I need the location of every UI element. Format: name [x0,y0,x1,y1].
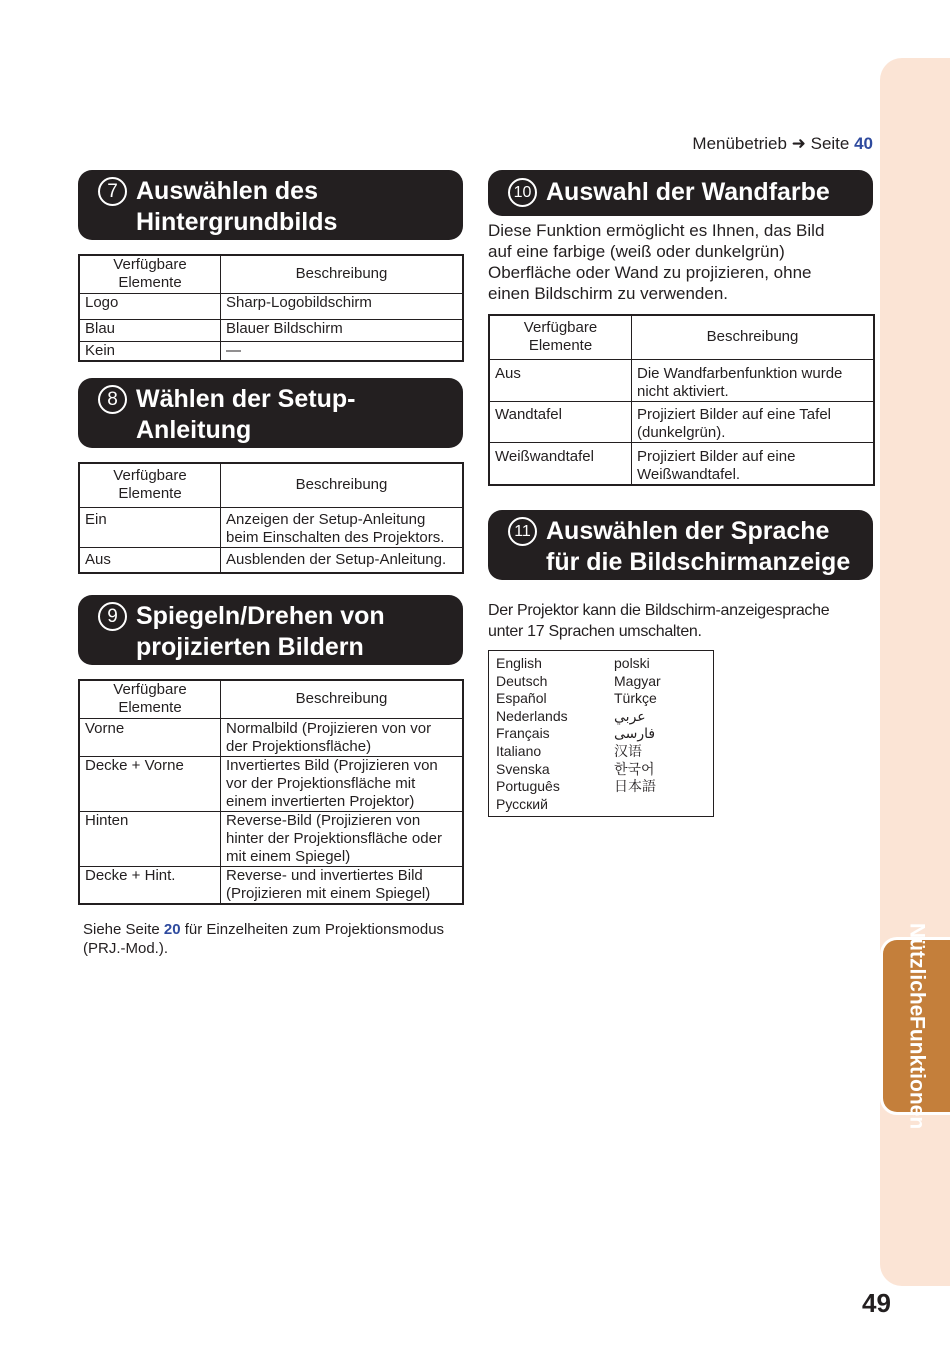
table-row: Logo Sharp-Logobildschirm [79,293,463,319]
section-number-badge: 9 [98,602,127,631]
section-9-note: Siehe Seite 20 für Einzelheiten zum Projektionsmodus (PRJ.-Mod.). [83,921,445,957]
col-header-items: Verfügbare Elemente [79,255,221,293]
col-header-items: Verfügbare Elemente [79,680,221,718]
section-9-header [78,595,463,665]
section-11-header [488,510,873,580]
col-header-items: Verfügbare Elemente [79,463,221,507]
section-title: Wählen der Setup- Anleitung [136,385,356,444]
language-item: Español [496,690,547,707]
section-number-badge: 10 [508,178,537,207]
table-row: Aus Ausblenden der Setup-Anleitung. [79,547,463,573]
language-column-2 [614,655,661,796]
table-row: Ein Anzeigen der Setup-Anleitung beim Einschalten des Projektors. [79,507,463,547]
page-number: 49 [862,1288,891,1318]
language-item: Русский [496,795,548,812]
section-number-badge: 8 [98,385,127,414]
section-7-header [78,170,463,240]
section-8-table [78,462,464,574]
language-item: Français [496,725,550,742]
section-title: Auswählen der Sprache für die Bildschirmanzeige [546,517,851,576]
section-11-intro: Der Projektor kann die Bildschirm-anzeigesprache unter 17 Sprachen umschalten. [488,602,830,640]
language-item: Deutsch [496,672,548,689]
language-item: Türkçe [614,690,657,707]
page-link[interactable]: 20 [163,921,181,938]
menu-ref-text: Menübetrieb ➜ Seite [692,134,855,153]
language-item: English [496,655,542,671]
table-row: Kein — [79,341,463,361]
col-header-desc: Beschreibung [221,463,464,507]
side-tab-nuetzliche-funktionen [883,922,950,1130]
language-item: Italiano [496,742,542,759]
col-header-desc: Beschreibung [221,680,464,718]
section-8-header [78,378,463,448]
table-row: Blau Blauer Bildschirm [79,319,463,341]
section-10-table [488,314,875,486]
menu-reference [692,134,873,154]
section-title: Auswählen des Hintergrundbilds [136,177,338,236]
language-item: polski [614,655,650,671]
section-title: Auswahl der Wandfarbe [546,178,830,206]
section-10-header [488,170,873,216]
table-row: Vorne Normalbild (Projizieren von vor der Projektionsfläche) [79,718,463,756]
section-10-intro: Diese Funktion ermöglicht es Ihnen, das Bild auf eine farbige (weiß oder dunkelgrün) Oberfläche oder Wand zu projizieren, ohne einen Bildschirm zu verwenden. [488,221,825,303]
section-7-table [78,254,464,362]
language-item: 日本語 [614,778,656,795]
language-column-1 [496,655,568,813]
col-header-desc: Beschreibung [221,255,464,293]
section-title: Spiegeln/Drehen von projizierten Bildern [136,602,385,661]
side-tab-line2: Funktionen [905,1016,929,1130]
language-item: 汉语 [614,742,642,759]
language-item: Svenska [496,760,550,777]
side-tab-line1: Nützliche [905,922,929,1017]
table-row: Weißwandtafel Projiziert Bilder auf eine Weißwandtafel. [489,442,874,485]
section-9-table [78,679,464,905]
language-item: Nederlands [496,707,568,724]
table-row: Wandtafel Projiziert Bilder auf eine Tafel (dunkelgrün). [489,401,874,442]
col-header-items: Verfügbare Elemente [489,315,632,359]
language-item: Português [496,778,560,795]
table-row: Decke + Vorne Invertiertes Bild (Projizieren von vor der Projektionsfläche mit einem invertierten Projektor) [79,756,463,811]
table-row: Aus Die Wandfarbenfunktion wurde nicht aktiviert. [489,359,874,401]
language-item: فارسی [614,725,656,742]
table-row: Hinten Reverse-Bild (Projizieren von hinter der Projektionsfläche oder mit einem Spiegel) [79,811,463,866]
menu-ref-page-link[interactable]: 40 [854,134,873,153]
table-row: Decke + Hint. Reverse- und invertiertes Bild (Projizieren mit einem Spiegel) [79,866,463,904]
language-item: 한국어 [614,760,655,777]
col-header-desc: Beschreibung [632,315,875,359]
language-list-box [488,650,714,817]
section-number-badge: 7 [98,177,127,206]
section-number-badge: 11 [508,517,537,546]
language-item: Magyar [614,672,661,689]
language-item: عربي [614,707,646,724]
